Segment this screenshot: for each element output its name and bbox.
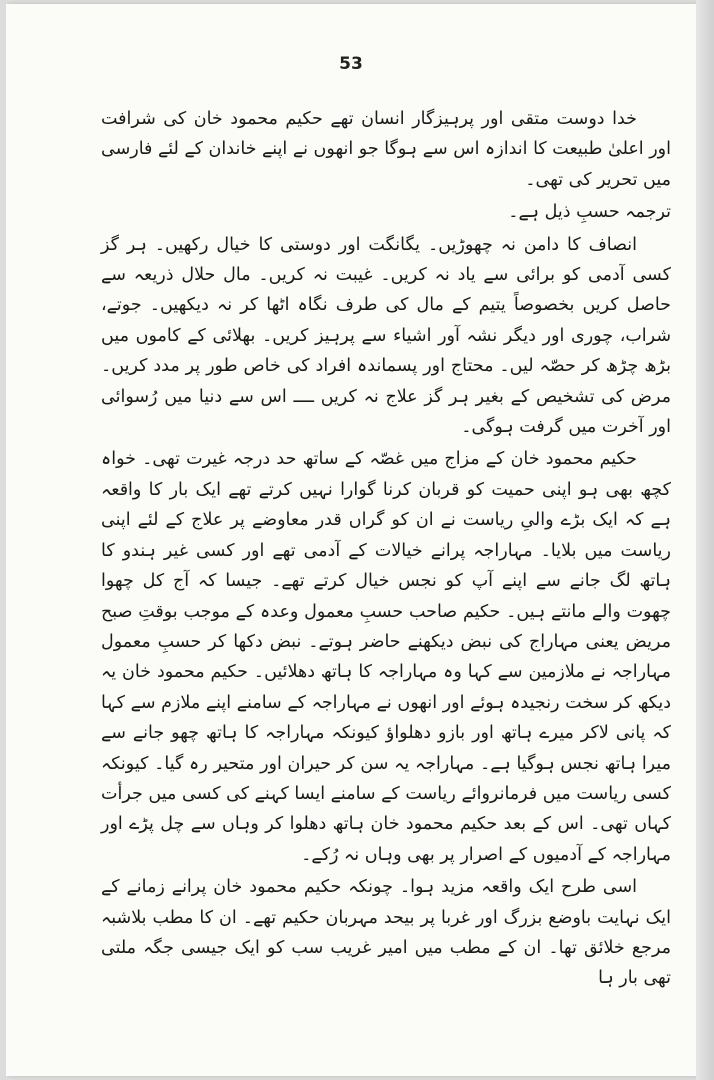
page-number: 53 [339, 54, 363, 74]
page-edge [696, 0, 714, 1080]
book-page [6, 4, 696, 1076]
paragraph-advice: انصاف کا دامن نہ چھوڑیں۔ یگانگت اور دوستی کا خیال رکھیں۔ ہر گز کسی آدمی کو برائی سے یاد نہ کریں۔ غیبت نہ کریں۔ مال حلال ذریعہ سے حاصل کریں بخصوصاً یتیم کے مال کی طرف نگاہ اٹھا کر نہ دیکھیں۔ جوتے، شراب، چوری اور دیگر نشہ آور اشیاء سے پرہیز کریں۔ بھلائی کے کاموں میں بڑھ چڑھ کر حصّہ لیں۔ محتاج اور پسماندہ افراد کی خاص طور پر مدد کریں۔ مرض کی تشخیص کے بغیر ہر گز علاج نہ کریں ــــ اس سے دنیا میں رُسوائی اور آخرت میں گرفت ہوگی۔ [101, 234, 671, 438]
paragraph-second-incident: اسی طرح ایک واقعہ مزید ہوا۔ چونکہ حکیم محمود خان پرانے زمانے کے ایک نہایت باوضع بزرگ اور غربا پر بیحد مہربان حکیم تھے۔ ان کا مطب بلاشبہ مرجع خلائق تھا۔ ان کے مطب میں امیر غریب سب کو ایک جیسی جگہ ملتی تھی بار ہا [101, 877, 671, 989]
page-body [101, 104, 671, 994]
paragraph-maharaja-story: حکیم محمود خان کے مزاج میں غصّہ کے ساتھ حد درجہ غیرت تھی۔ خواہ کچھ بھی ہو اپنی حمیت کو قربان کرنا گوارا نہیں کرتے تھے ایک بار کا واقعہ ہے کہ ایک بڑے والیِ ریاست نے ان کو گراں قدر معاوضے پر علاج کے لئے اپنی ریاست میں بلایا۔ مہاراجہ پرانے خیالات کے آدمی تھے اور کسی غیر ہندو کا ہاتھ لگ جانے سے اپنے آپ کو نجس خیال کرتے تھے۔ جیسا کہ آج کل چھوا چھوت والے مانتے ہیں۔ حکیم صاحب حسبِ معمول وعدہ کے موجب بوقتِ صبح مریض یعنی مہاراج کی نبض دیکھنے حاضر ہوتے۔ نبض دکھا کر حسبِ معمول مہاراجہ نے ملازمین سے کہا وہ مہاراجہ کا ہاتھ دھلائیں۔ حکیم محمود خان یہ دیکھ کر سخت رنجیدہ ہوئے اور انھوں نے مہاراجہ کے سامنے اپنے ملازم سے کہا کہ پانی لاکر میرے ہاتھ اور بازو دھلواؤ کیونکہ مہاراجہ کا ہاتھ چھو جانے سے میرا ہاتھ نجس ہوگیا ہے۔ مہاراجہ یہ سن کر حیران اور متحیر رہ گیا۔ کیونکہ کسی ریاست میں فرمانروائے ریاست کے سامنے ایسا کہنے کی کسی میں جرأت کہاں تھی۔ اس کے بعد حکیم محمود خان ہاتھ دھلوا کر وہاں سے چل پڑے اور مہاراجہ کے آدمیوں کے اصرار پر بھی وہاں نہ رُکے۔ [101, 449, 671, 865]
paragraph-translation-heading: ترجمہ حسبِ ذیل ہے۔ [508, 202, 671, 223]
paragraph-intro: خدا دوست متقی اور پرہیزگار انسان تھے حکیم محمود خان کی شرافت اور اعلیٰ طبیعت کا اندازہ اس سے ہوگا جو انھوں نے اپنے خاندان کے لئے فارسی میں تحریر کی تھی۔ [101, 109, 671, 190]
